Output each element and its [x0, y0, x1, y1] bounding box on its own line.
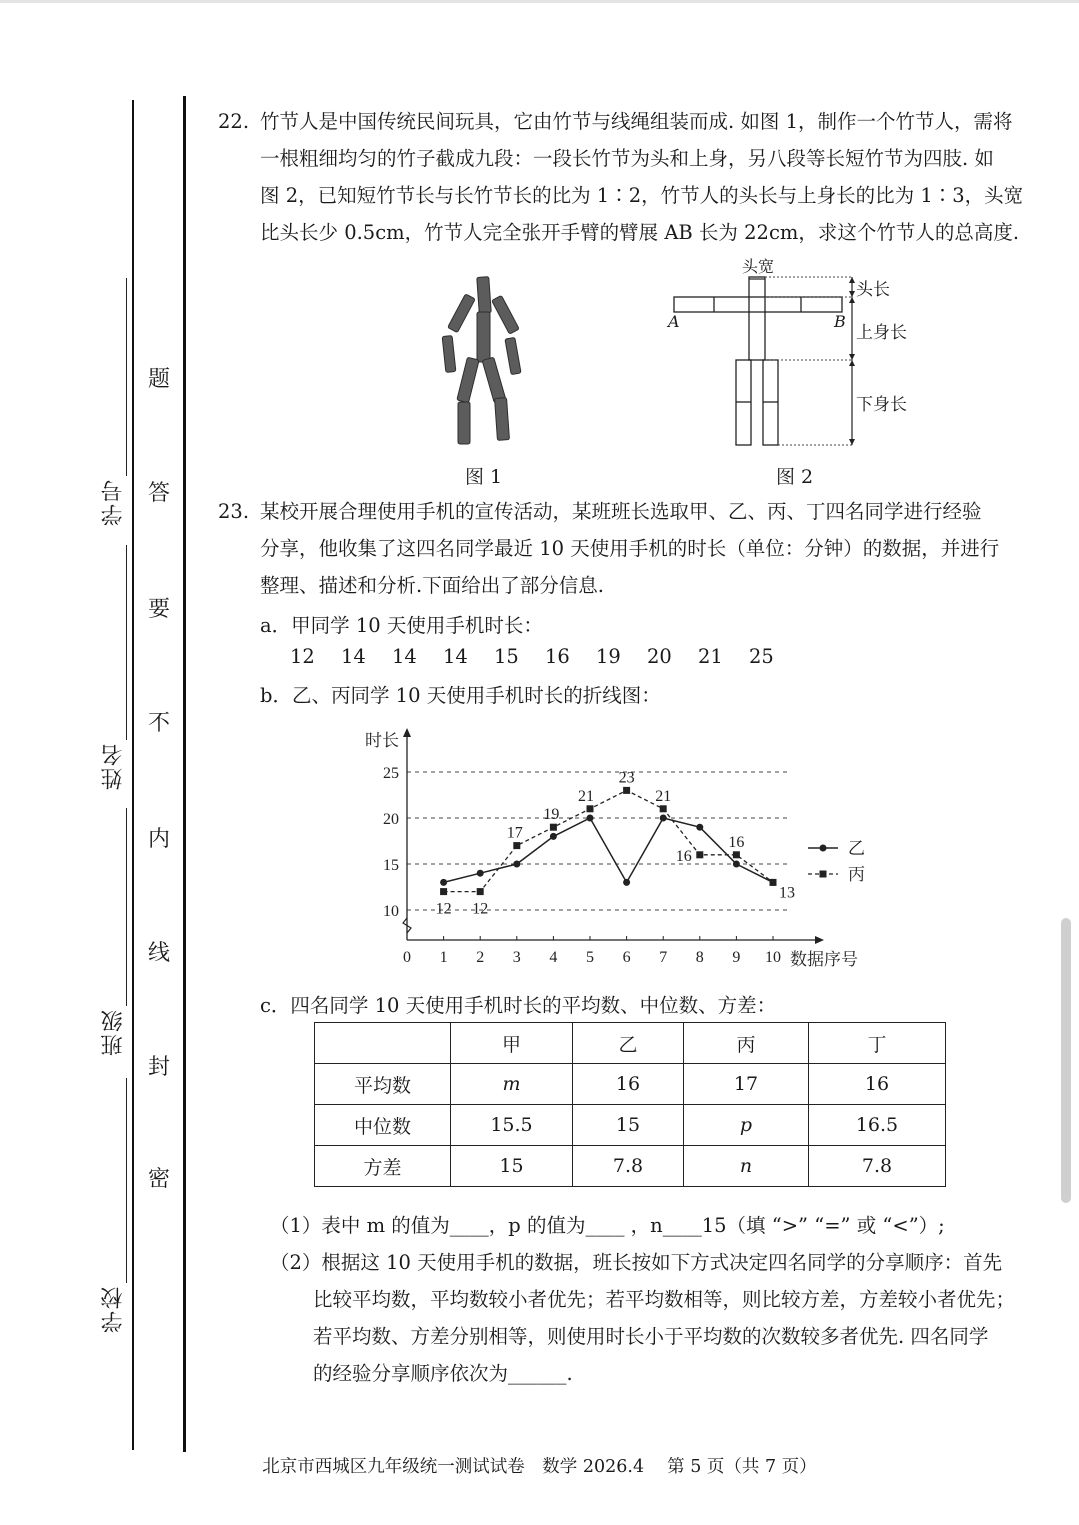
legend-bing-label: 丙 — [848, 865, 865, 884]
series-yi-point — [623, 879, 630, 886]
data-label: 23 — [618, 769, 635, 787]
series-yi-point — [550, 833, 557, 840]
figure-1-bamboo-man — [436, 272, 536, 452]
table-cell: 17 — [684, 1064, 809, 1105]
table-row — [315, 1064, 946, 1105]
series-bing-line — [444, 787, 773, 891]
table-cell: 乙 — [573, 1023, 684, 1064]
jia-data-row — [290, 645, 800, 668]
seal-char: 不 — [148, 711, 171, 736]
series-bing-point — [733, 851, 740, 858]
name-blank — [126, 545, 127, 740]
margin-line-right — [183, 96, 186, 1452]
table-cell: 16.5 — [809, 1105, 946, 1146]
table-cell: 中位数 — [315, 1105, 451, 1146]
q22-number: 22. — [218, 110, 250, 133]
series-yi-line — [444, 818, 773, 882]
q23-line: 某校开展合理使用手机的宣传活动，某班班长选取甲、乙、丙、丁四名同学进行经验 — [260, 500, 982, 523]
data-label: 12 — [472, 900, 489, 918]
jia-value: 15 — [494, 645, 519, 668]
table-row — [315, 1105, 946, 1146]
series-yi-point — [733, 861, 740, 868]
school-blank — [126, 1078, 127, 1283]
jia-value: 20 — [647, 645, 672, 668]
legend-yi-label: 乙 — [848, 839, 865, 858]
table-cell: p — [684, 1105, 809, 1146]
head-width-label: 头宽 — [742, 257, 775, 276]
x-tick-label: 10 — [765, 949, 781, 966]
x-tick-label: 6 — [622, 949, 631, 966]
table-cell: 15 — [573, 1105, 684, 1146]
legend-bing-marker — [820, 871, 827, 878]
series-yi-point — [440, 879, 447, 886]
x-tick-label: 5 — [586, 949, 594, 966]
stats-table — [314, 1022, 946, 1187]
table-cell: 平均数 — [315, 1064, 451, 1105]
figure-1-caption: 图 1 — [465, 466, 503, 488]
q22-line: 一根粗细均匀的竹子截成九段：一段长竹节为头和上身，另八段等长短竹节为四肢. 如 — [260, 147, 994, 170]
scrollbar-thumb[interactable] — [1061, 918, 1071, 1203]
y-tick-label: 10 — [383, 903, 399, 920]
series-bing-point — [623, 787, 630, 794]
data-label: 12 — [435, 900, 452, 918]
table-cell: n — [684, 1146, 809, 1187]
series-bing-point — [477, 888, 484, 895]
table-cell: m — [451, 1064, 573, 1105]
data-label: 17 — [506, 824, 523, 842]
seal-char: 线 — [148, 941, 171, 966]
series-yi-point — [660, 815, 667, 822]
sub-question-2-line: 比较平均数，平均数较小者优先；若平均数相等，则比较方差，方差较小者优先； — [313, 1288, 1016, 1311]
q22-line: 比头长少 0.5cm，竹节人完全张开手臂的臂展 AB 长为 22cm，求这个竹节人的总高度. — [260, 221, 1020, 244]
jia-value: 25 — [749, 645, 774, 668]
line-chart — [350, 722, 890, 977]
y-tick-label: 25 — [383, 765, 399, 782]
table-cell: 15.5 — [451, 1105, 573, 1146]
point-a-label: A — [668, 312, 680, 331]
series-yi-point — [513, 861, 520, 868]
y-tick-label: 20 — [383, 811, 399, 828]
data-label: 13 — [779, 884, 795, 902]
class-blank — [126, 808, 127, 1006]
series-bing-point — [587, 805, 594, 812]
q22-line: 竹节人是中国传统民间玩具，它由竹节与线绳组装而成. 如图 1，制作一个竹节人，需将 — [260, 110, 1013, 133]
x-tick-label: 8 — [695, 949, 704, 966]
table-header-row — [315, 1023, 946, 1064]
x-tick-label: 2 — [476, 949, 485, 966]
page-footer: 北京市西城区九年级统一测试试卷 数学 2026.4 第 5 页（共 7 页） — [262, 1457, 817, 1477]
table-cell: 16 — [573, 1064, 684, 1105]
point-b-label: B — [834, 312, 846, 331]
upper-body-label: 上身长 — [856, 323, 907, 343]
table-cell: 丙 — [684, 1023, 809, 1064]
jia-value: 21 — [698, 645, 723, 668]
lower-body-label: 下身长 — [856, 395, 907, 415]
item-b: b．乙、丙同学 10 天使用手机时长的折线图： — [260, 684, 661, 707]
student-no-label: 学号 — [101, 478, 126, 526]
figure-2-caption: 图 2 — [776, 466, 814, 488]
y-axis-label: 时长 — [365, 731, 399, 750]
jia-value: 12 — [290, 645, 315, 668]
series-bing-point — [440, 888, 447, 895]
series-bing-point — [513, 842, 520, 849]
table-cell: 丁 — [809, 1023, 946, 1064]
table-cell: 甲 — [451, 1023, 573, 1064]
data-label: 16 — [728, 833, 745, 851]
legend-yi-marker — [820, 845, 827, 852]
seal-char: 内 — [148, 827, 171, 852]
name-label: 姓名 — [101, 742, 126, 790]
table-row — [315, 1146, 946, 1187]
q23-line: 整理、描述和分析.下面给出了部分信息. — [260, 574, 604, 597]
series-yi-point — [696, 824, 703, 831]
jia-value: 16 — [545, 645, 570, 668]
y-axis-arrow — [403, 728, 411, 737]
series-yi-point — [477, 870, 484, 877]
jia-value: 14 — [392, 645, 417, 668]
seal-char: 要 — [148, 597, 171, 622]
table-cell: 方差 — [315, 1146, 451, 1187]
x-tick-label: 0 — [403, 949, 411, 966]
y-tick-label: 15 — [383, 857, 399, 874]
sub-question-2-line: 若平均数、方差分别相等，则使用时长小于平均数的次数较多者优先. 四名同学 — [313, 1325, 989, 1348]
table-cell: 16 — [809, 1064, 946, 1105]
series-bing-point — [696, 851, 703, 858]
q23-number: 23. — [218, 500, 250, 523]
table-cell: 7.8 — [573, 1146, 684, 1187]
x-tick-label: 9 — [732, 949, 741, 966]
seal-char: 题 — [148, 367, 171, 392]
seal-char: 封 — [148, 1055, 171, 1080]
class-label: 班级 — [101, 1008, 126, 1056]
series-yi-point — [587, 815, 594, 822]
table-cell — [315, 1023, 451, 1064]
jia-value: 19 — [596, 645, 621, 668]
school-label: 学校 — [101, 1285, 126, 1333]
head-length-label: 头长 — [856, 280, 890, 300]
sub-question-1: （1）表中 m 的值为____，p 的值为____ ，n____15（填 “>” “=” 或 “<”）; — [270, 1214, 945, 1237]
q22-line: 图 2，已知短竹节长与长竹节长的比为 1∶2，竹节人的头长与上身长的比为 1∶3，头宽 — [260, 184, 1024, 207]
margin-line-left — [132, 100, 134, 1450]
q23-line: 分享，他收集了这四名同学最近 10 天使用手机的时长（单位：分钟）的数据，并进行 — [260, 537, 1000, 560]
table-cell: 7.8 — [809, 1146, 946, 1187]
x-tick-label: 4 — [549, 949, 558, 966]
student-no-blank — [126, 278, 127, 476]
x-tick-label: 3 — [512, 949, 521, 966]
seal-char: 密 — [148, 1167, 171, 1192]
series-bing-point — [660, 805, 667, 812]
x-tick-label: 1 — [439, 949, 448, 966]
x-tick-label: 7 — [659, 949, 668, 966]
item-a: a．甲同学 10 天使用手机时长： — [260, 614, 543, 637]
x-axis-arrow — [815, 936, 824, 944]
data-label: 21 — [655, 787, 672, 805]
jia-value: 14 — [443, 645, 468, 668]
data-label: 16 — [675, 847, 692, 865]
sub-question-2-line: 的经验分享顺序依次为______. — [313, 1362, 573, 1385]
table-cell: 15 — [451, 1146, 573, 1187]
top-edge — [0, 0, 1079, 3]
data-label: 21 — [578, 787, 594, 805]
data-label: 19 — [543, 806, 560, 824]
sub-question-2-line: （2）根据这 10 天使用手机的数据，班长按如下方式决定四名同学的分享顺序：首先 — [270, 1251, 1003, 1274]
jia-value: 14 — [341, 645, 366, 668]
x-axis-label: 数据序号 — [790, 950, 858, 969]
seal-char: 答 — [148, 481, 171, 506]
series-bing-point — [550, 824, 557, 831]
series-bing-point — [770, 879, 777, 886]
item-c: c．四名同学 10 天使用手机时长的平均数、中位数、方差： — [260, 994, 777, 1017]
